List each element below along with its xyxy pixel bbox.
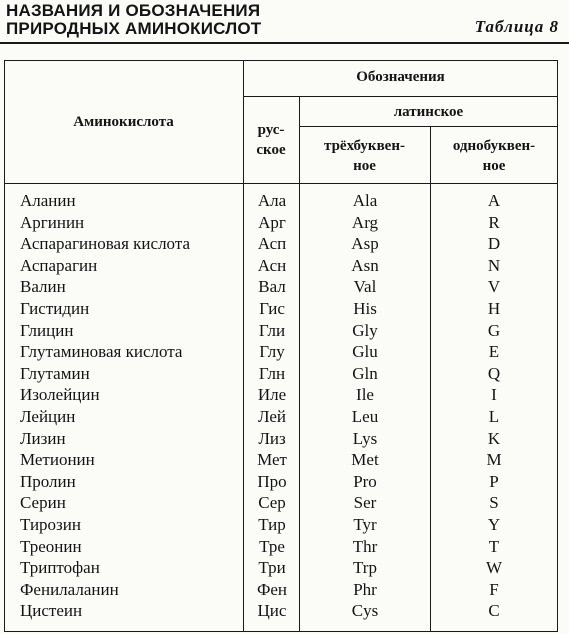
table-row <box>4 449 558 471</box>
table-body <box>4 190 558 622</box>
russian-code: Три <box>258 558 286 578</box>
divider-header-body <box>4 183 558 184</box>
one-letter-code: Y <box>487 514 501 534</box>
russian-code: Асн <box>257 255 287 275</box>
one-letter-code: F <box>489 579 499 599</box>
russian-code: Гли <box>258 320 286 340</box>
one-letter-code: C <box>488 601 500 621</box>
three-letter-code: Phr <box>353 579 377 599</box>
one-letter-code: A <box>487 191 501 210</box>
table-row <box>4 233 558 255</box>
russian-code: Лиз <box>258 428 286 448</box>
table-row <box>4 514 558 536</box>
russian-code: Ала <box>257 191 287 210</box>
amino-acid-name: Аспарагин <box>20 255 98 275</box>
russian-code: Про <box>257 471 287 491</box>
one-letter-code: W <box>485 558 503 578</box>
one-letter-code: T <box>488 536 500 556</box>
header-russian: рус- ское <box>256 122 286 158</box>
russian-code: Фен <box>256 579 288 599</box>
one-letter-code: I <box>491 385 497 405</box>
title-line-2: ПРИРОДНЫХ АМИНОКИСЛОТ <box>6 19 262 38</box>
one-letter-code: V <box>487 277 501 297</box>
one-letter-code: H <box>487 298 501 318</box>
three-letter-code: Ala <box>352 191 378 210</box>
three-letter-code: Gln <box>352 363 378 383</box>
russian-code: Асп <box>257 234 287 254</box>
russian-code: Гис <box>259 298 285 318</box>
russian-code: Глу <box>259 342 285 362</box>
amino-acid-name: Пролин <box>20 471 76 491</box>
table-row <box>4 255 558 277</box>
russian-code: Цис <box>257 601 287 621</box>
three-letter-code: Pro <box>353 471 377 491</box>
table-row <box>4 212 558 234</box>
three-letter-code: Thr <box>352 536 378 556</box>
three-letter-code: Cys <box>351 601 379 621</box>
table-row <box>4 536 558 558</box>
amino-acid-name: Валин <box>20 277 66 297</box>
one-letter-code: S <box>489 493 499 513</box>
table-row <box>4 557 558 579</box>
header-three-letter: трёхбуквен- ное <box>324 138 405 174</box>
amino-acid-name: Треонин <box>20 536 82 556</box>
amino-acid-name: Аргинин <box>20 212 85 232</box>
table-row <box>4 384 558 406</box>
three-letter-code: Val <box>353 277 377 297</box>
amino-acid-name: Фенилаланин <box>20 579 119 599</box>
one-letter-code: R <box>488 212 500 232</box>
one-letter-code: M <box>486 450 502 470</box>
amino-acid-name: Глутамин <box>20 363 90 383</box>
one-letter-code: Q <box>487 363 501 383</box>
table-row <box>4 298 558 320</box>
amino-acid-name: Гистидин <box>20 298 90 318</box>
amino-acid-name: Метионин <box>20 450 95 470</box>
russian-code: Лей <box>257 406 287 426</box>
three-letter-code: Ser <box>353 493 377 513</box>
title-line-1: НАЗВАНИЯ И ОБОЗНАЧЕНИЯ <box>6 1 261 20</box>
table-row <box>4 579 558 601</box>
title-rule <box>0 42 569 44</box>
amino-acid-name: Серин <box>20 493 66 513</box>
russian-code: Тир <box>258 514 286 534</box>
table-row <box>4 190 558 212</box>
russian-code: Вал <box>258 277 286 297</box>
amino-acid-name: Глутаминовая кислота <box>20 342 183 362</box>
one-letter-code: G <box>487 320 501 340</box>
divider-latin <box>299 126 558 127</box>
three-letter-code: Asp <box>351 234 379 254</box>
table-row <box>4 471 558 493</box>
table-row <box>4 341 558 363</box>
russian-code: Иле <box>257 385 287 405</box>
amino-acid-name: Цистеин <box>20 601 83 621</box>
russian-code: Сер <box>258 493 286 513</box>
three-letter-code: His <box>353 298 377 318</box>
one-letter-code: N <box>487 255 501 275</box>
three-letter-code: Asn <box>351 255 379 275</box>
table-row <box>4 492 558 514</box>
three-letter-code: Arg <box>351 212 379 232</box>
one-letter-code: D <box>487 234 501 254</box>
three-letter-code: Tyr <box>353 514 377 534</box>
three-letter-code: Trp <box>353 558 377 578</box>
header-one-letter: однобуквен- ное <box>452 138 536 174</box>
three-letter-code: Met <box>351 450 379 470</box>
three-letter-code: Leu <box>351 406 379 426</box>
amino-acid-name: Аспарагиновая кислота <box>20 234 191 254</box>
russian-code: Мет <box>257 450 287 470</box>
russian-code: Глн <box>258 363 286 383</box>
table-number-label: Таблица 8 <box>474 17 559 36</box>
table-row <box>4 363 558 385</box>
russian-code: Тре <box>259 536 285 556</box>
amino-acid-name: Глицин <box>20 320 74 340</box>
amino-acid-name: Лизин <box>20 428 66 448</box>
header-designations: Обозначения <box>356 69 445 85</box>
three-letter-code: Lys <box>352 428 378 448</box>
table-row <box>4 320 558 342</box>
amino-acid-name: Лейцин <box>20 406 76 426</box>
table-row <box>4 276 558 298</box>
three-letter-code: Glu <box>352 342 378 362</box>
amino-acid-name: Триптофан <box>20 558 100 578</box>
three-letter-code: Gly <box>352 320 378 340</box>
three-letter-code: Ile <box>356 385 374 405</box>
header-amino-acid: Аминокислота <box>73 114 174 130</box>
amino-acid-name: Тирозин <box>20 514 81 534</box>
amino-acid-name: Аланин <box>20 191 76 210</box>
table-row <box>4 428 558 450</box>
one-letter-code: E <box>488 342 500 362</box>
table-row <box>4 406 558 428</box>
russian-code: Арг <box>258 212 286 232</box>
amino-acid-name: Изолейцин <box>20 385 100 405</box>
header-latin: латинское <box>393 104 464 120</box>
table-row <box>4 600 558 622</box>
page-title <box>6 2 261 38</box>
one-letter-code: L <box>488 406 500 426</box>
one-letter-code: K <box>487 428 501 448</box>
one-letter-code: P <box>489 471 499 491</box>
divider-designations <box>243 96 558 97</box>
